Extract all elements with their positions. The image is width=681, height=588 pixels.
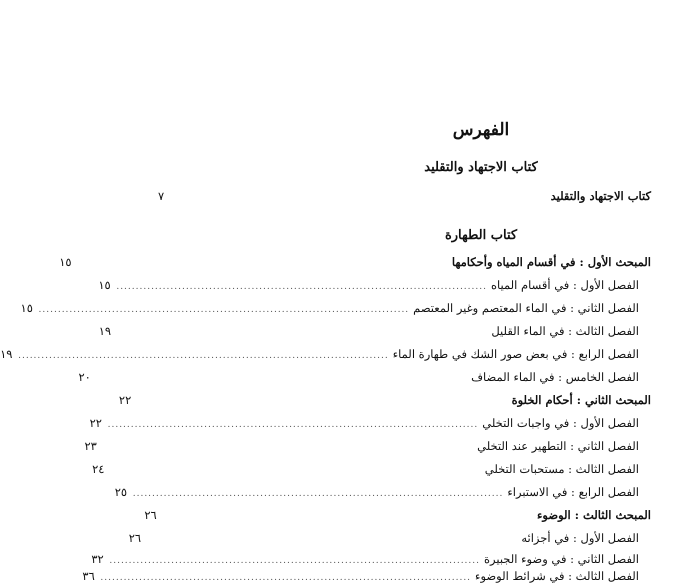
toc-page-number: ٣٦	[82, 569, 95, 583]
toc-page-number: ١٩	[98, 324, 112, 338]
toc-entry-chapter[interactable]	[98, 321, 639, 341]
toc-page-number: ٢٣	[84, 439, 97, 453]
toc-entry-chapter[interactable]	[78, 367, 639, 387]
toc-entry-label: الفصل الثالث : في شرائط الوضوء	[475, 569, 639, 583]
toc-entry-ijtihad[interactable]	[157, 186, 651, 206]
toc-entry-label: الفصل الرابع : في بعض صور الشك في طهارة الماء	[392, 347, 639, 361]
leader-dots: ................................................................................................	[132, 489, 504, 499]
leader-dots: ................................................................................................	[116, 282, 487, 292]
leader-dots: ................................................................................................	[38, 305, 410, 315]
toc-page-number: ٢٢	[89, 416, 102, 430]
toc-entry-label: الفصل الخامس : في الماء المضاف	[471, 370, 639, 384]
toc-entry-label: الفصل الثالث : مستحبات التخلي	[484, 462, 639, 476]
toc-entry-chapter[interactable]	[98, 275, 639, 295]
toc-entry-label: الفصل الثاني : التطهير عند التخلي	[477, 439, 639, 453]
toc-entry-chapter[interactable]	[128, 528, 639, 548]
leader-dots: ................................................................................................	[100, 573, 472, 583]
toc-page-number: ٢٤	[92, 462, 105, 476]
toc-entry-section-3[interactable]	[144, 505, 651, 525]
toc-entry-label: الفصل الأول : في واجبات التخلي	[482, 416, 639, 430]
toc-page-number: ٢٠	[78, 370, 91, 384]
toc-entry-section-2[interactable]	[118, 390, 651, 410]
toc-page-number: ٢٦	[144, 508, 157, 522]
toc-entry-label: المبحث الثاني : أحكام الخلوة	[511, 393, 651, 407]
toc-entry-chapter[interactable]	[84, 436, 639, 456]
toc-entry-label: الفصل الأول : في أجزائه	[521, 531, 639, 545]
toc-page-number: ١٥	[59, 255, 72, 269]
toc-page-number: ٢٦	[128, 531, 142, 545]
leader-dots: ................................................................................................	[107, 420, 479, 430]
toc-entry-label: الفصل الثالث : في الماء القليل	[491, 324, 639, 338]
toc-page-number: ١٥	[20, 301, 33, 315]
leader-dots: ................................................................................................	[18, 351, 389, 361]
toc-entry-label: الفصل الرابع : في الاستبراء	[507, 485, 639, 499]
toc-entry-chapter[interactable]	[89, 413, 639, 433]
toc-entry-label: المبحث الأول : في أقسام المياه وأحكامها	[451, 255, 651, 269]
toc-page-number: ٢٢	[118, 393, 132, 407]
toc-entry-chapter[interactable]	[92, 459, 639, 479]
toc-entry-label: الفصل الثاني : في وضوء الجبيرة	[484, 552, 639, 566]
leader-dots: ................................................................................................	[109, 556, 480, 566]
toc-page-number: ١٥	[98, 278, 111, 292]
book-heading-tahara: كتاب الطهارة	[444, 228, 518, 243]
toc-entry-label: كتاب الاجتهاد والتقليد	[550, 189, 651, 203]
book-heading-ijtihad: كتاب الاجتهاد والتقليد	[424, 160, 538, 175]
toc-entry-chapter[interactable]	[0, 344, 639, 364]
toc-entry-label: الفصل الثاني : في الماء المعتصم وغير المعتصم	[413, 301, 639, 315]
toc-page-number: ٢٥	[114, 485, 128, 499]
toc-page-number: ٧	[157, 189, 165, 203]
toc-page-number: ٣٢	[91, 552, 104, 566]
toc-page-number: ١٩	[0, 347, 13, 361]
toc-entry-chapter[interactable]	[82, 566, 639, 586]
page-title: الفهرس	[452, 120, 510, 140]
toc-entry-section-1[interactable]	[59, 252, 651, 272]
toc-entry-label: المبحث الثالث : الوضوء	[536, 508, 651, 522]
toc-entry-label: الفصل الأول : في أقسام المياه	[490, 278, 639, 292]
toc-entry-chapter[interactable]	[20, 298, 639, 318]
toc-entry-chapter[interactable]	[114, 482, 639, 502]
